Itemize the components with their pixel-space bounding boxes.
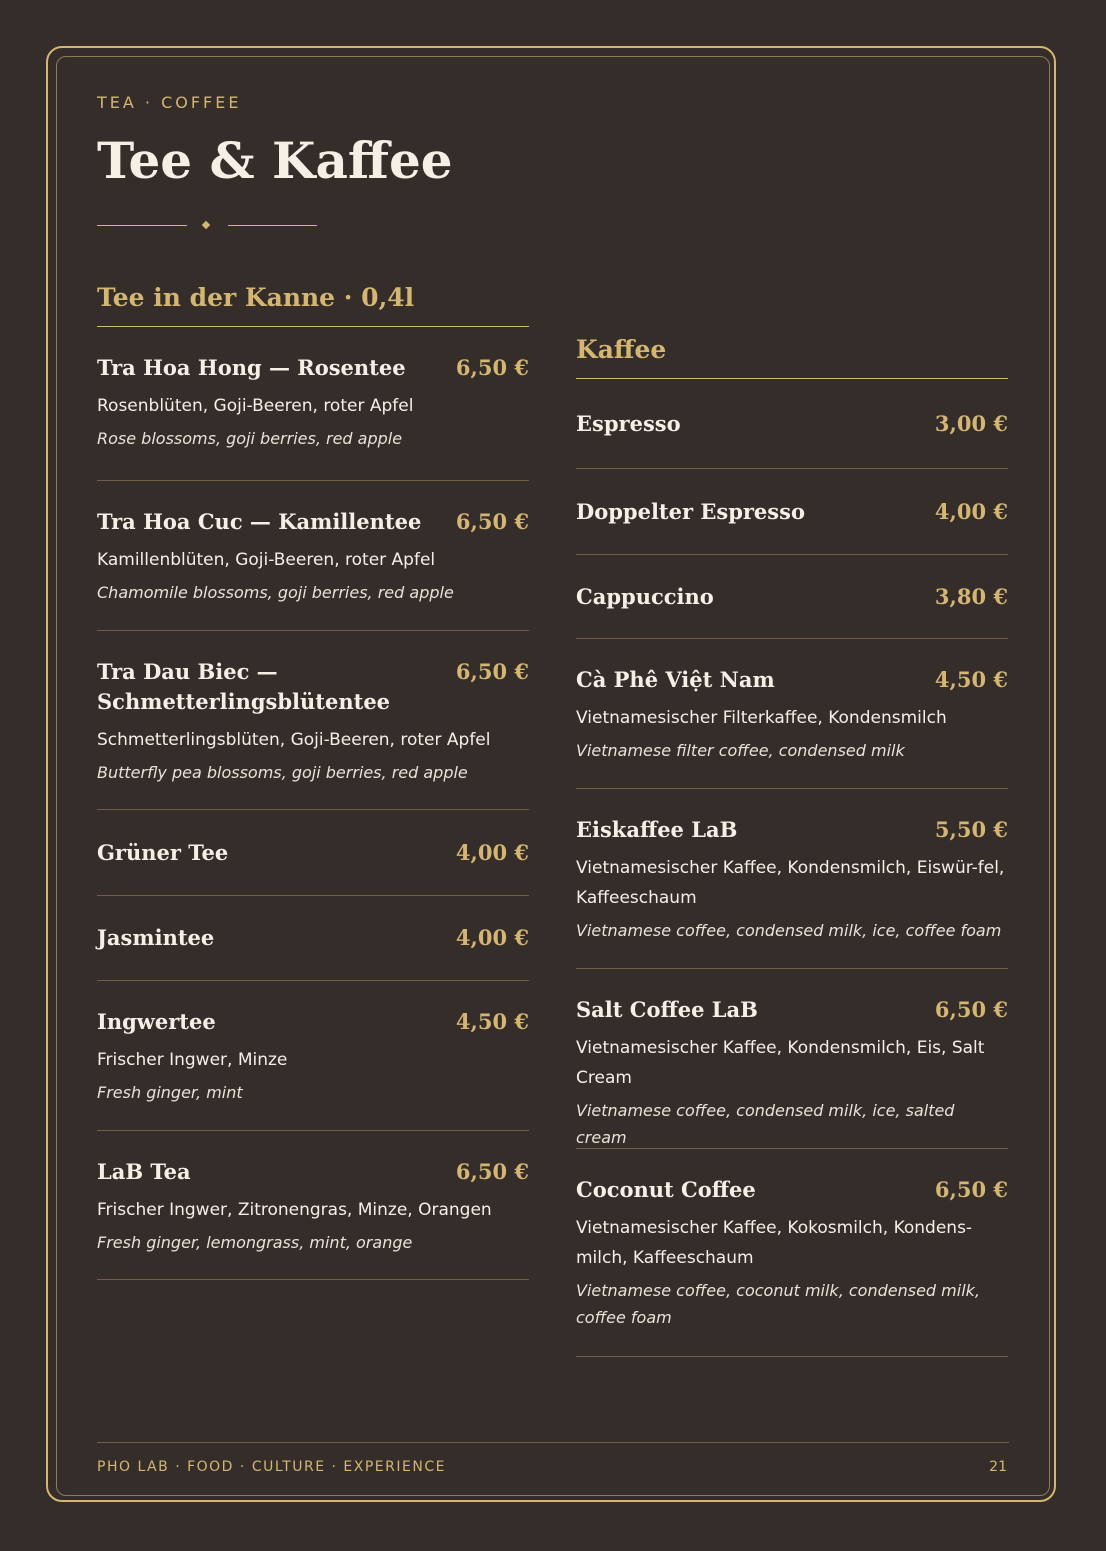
footer-tagline: PHO LAB · FOOD · CULTURE · EXPERIENCE bbox=[97, 1459, 446, 1475]
item-description-en: Butterfly pea blossoms, goji berries, red apple bbox=[97, 763, 468, 782]
item-name: LaB Tea bbox=[97, 1159, 191, 1184]
item-description-de: Rosenblüten, Goji-Beeren, roter Apfel bbox=[97, 396, 414, 416]
menu-item bbox=[97, 481, 529, 631]
menu-item bbox=[97, 631, 529, 810]
item-description-en: Vietnamese coffee, condensed milk, ice, salted cream bbox=[576, 1101, 955, 1147]
menu-item bbox=[576, 789, 1008, 969]
item-name: Espresso bbox=[576, 410, 681, 436]
item-name: Cappuccino bbox=[576, 583, 714, 609]
item-name: Cà Phê Việt Nam bbox=[576, 667, 775, 692]
item-name: Doppelter Espresso bbox=[576, 498, 805, 524]
menu-item bbox=[97, 981, 529, 1131]
tea-section bbox=[97, 280, 529, 1280]
item-price: 4,00 € bbox=[455, 839, 529, 865]
menu-item bbox=[576, 555, 1008, 639]
item-price: 4,00 € bbox=[455, 925, 529, 950]
item-description-de: Vietnamesischer Kaffee, Kondensmilch, Eiswür-fel, Kaffeeschaum bbox=[576, 858, 1005, 908]
item-price: 6,50 € bbox=[934, 1177, 1008, 1202]
item-price: 6,50 € bbox=[455, 355, 529, 380]
item-description-de: Vietnamesischer Filterkaffee, Kondensmilch bbox=[576, 708, 947, 728]
item-name: Coconut Coffee bbox=[576, 1177, 756, 1202]
item-description-de: Schmetterlingsblüten, Goji-Beeren, roter Apfel bbox=[97, 730, 491, 750]
item-description-en: Fresh ginger, lemongrass, mint, orange bbox=[97, 1233, 413, 1252]
item-price: 4,50 € bbox=[455, 1009, 529, 1034]
item-name: Tra Dau Biec — Schmetterlingsblütentee bbox=[97, 659, 391, 714]
menu-item bbox=[576, 379, 1008, 469]
item-description-en: Rose blossoms, goji berries, red apple bbox=[97, 429, 403, 448]
item-price: 6,50 € bbox=[455, 659, 529, 684]
item-price: 3,00 € bbox=[934, 410, 1008, 436]
item-description-de: Vietnamesischer Kaffee, Kondensmilch, Eis, Salt Cream bbox=[576, 1038, 985, 1088]
item-description-de: Vietnamesischer Kaffee, Kokosmilch, Kondens-milch, Kaffeeschaum bbox=[576, 1218, 973, 1268]
item-description-en: Chamomile blossoms, goji berries, red apple bbox=[97, 583, 454, 602]
item-description-en: Fresh ginger, mint bbox=[97, 1083, 243, 1102]
menu-item bbox=[576, 1149, 1008, 1357]
menu-item bbox=[97, 1131, 529, 1280]
item-price: 6,50 € bbox=[455, 1159, 529, 1184]
menu-item bbox=[576, 969, 1008, 1149]
item-name: Tra Hoa Hong — Rosentee bbox=[97, 355, 406, 380]
title-divider-left bbox=[97, 225, 187, 226]
footer-divider bbox=[97, 1442, 1009, 1443]
menu-item bbox=[97, 896, 529, 981]
coffee-section bbox=[576, 332, 1008, 1357]
item-description-de: Kamillenblüten, Goji-Beeren, roter Apfel bbox=[97, 550, 436, 570]
menu-item bbox=[576, 639, 1008, 789]
item-name: Tra Hoa Cuc — Kamillentee bbox=[97, 509, 422, 534]
item-description-de: Frischer Ingwer, Minze bbox=[97, 1050, 288, 1070]
item-name: Ingwertee bbox=[97, 1009, 216, 1034]
item-description-de: Frischer Ingwer, Zitronengras, Minze, Orangen bbox=[97, 1200, 492, 1220]
item-price: 3,80 € bbox=[934, 583, 1008, 609]
menu-item bbox=[97, 327, 529, 481]
item-price: 4,50 € bbox=[934, 667, 1008, 692]
item-price: 6,50 € bbox=[455, 509, 529, 534]
menu-item bbox=[97, 810, 529, 896]
item-price: 6,50 € bbox=[934, 997, 1008, 1022]
item-name: Grüner Tee bbox=[97, 839, 229, 865]
item-name: Eiskaffee LaB bbox=[576, 817, 738, 842]
item-description-en: Vietnamese coffee, condensed milk, ice, coffee foam bbox=[576, 921, 1002, 940]
coffee-section-heading: Kaffee bbox=[576, 332, 1008, 379]
item-description-en: Vietnamese filter coffee, condensed milk bbox=[576, 741, 905, 760]
page-number: 21 bbox=[989, 1459, 1007, 1475]
page-kicker: TEA · COFFEE bbox=[97, 93, 242, 112]
item-name: Salt Coffee LaB bbox=[576, 997, 758, 1022]
tea-section-heading: Tee in der Kanne · 0,4l bbox=[97, 280, 529, 327]
item-name: Jasmintee bbox=[97, 925, 215, 950]
item-price: 4,00 € bbox=[934, 498, 1008, 524]
item-price: 5,50 € bbox=[934, 817, 1008, 842]
page-title: Tee & Kaffee bbox=[97, 131, 453, 190]
item-description-en: Vietnamese coffee, coconut milk, condensed milk, coffee foam bbox=[576, 1281, 980, 1327]
title-divider-right bbox=[228, 225, 317, 226]
menu-item bbox=[576, 469, 1008, 555]
